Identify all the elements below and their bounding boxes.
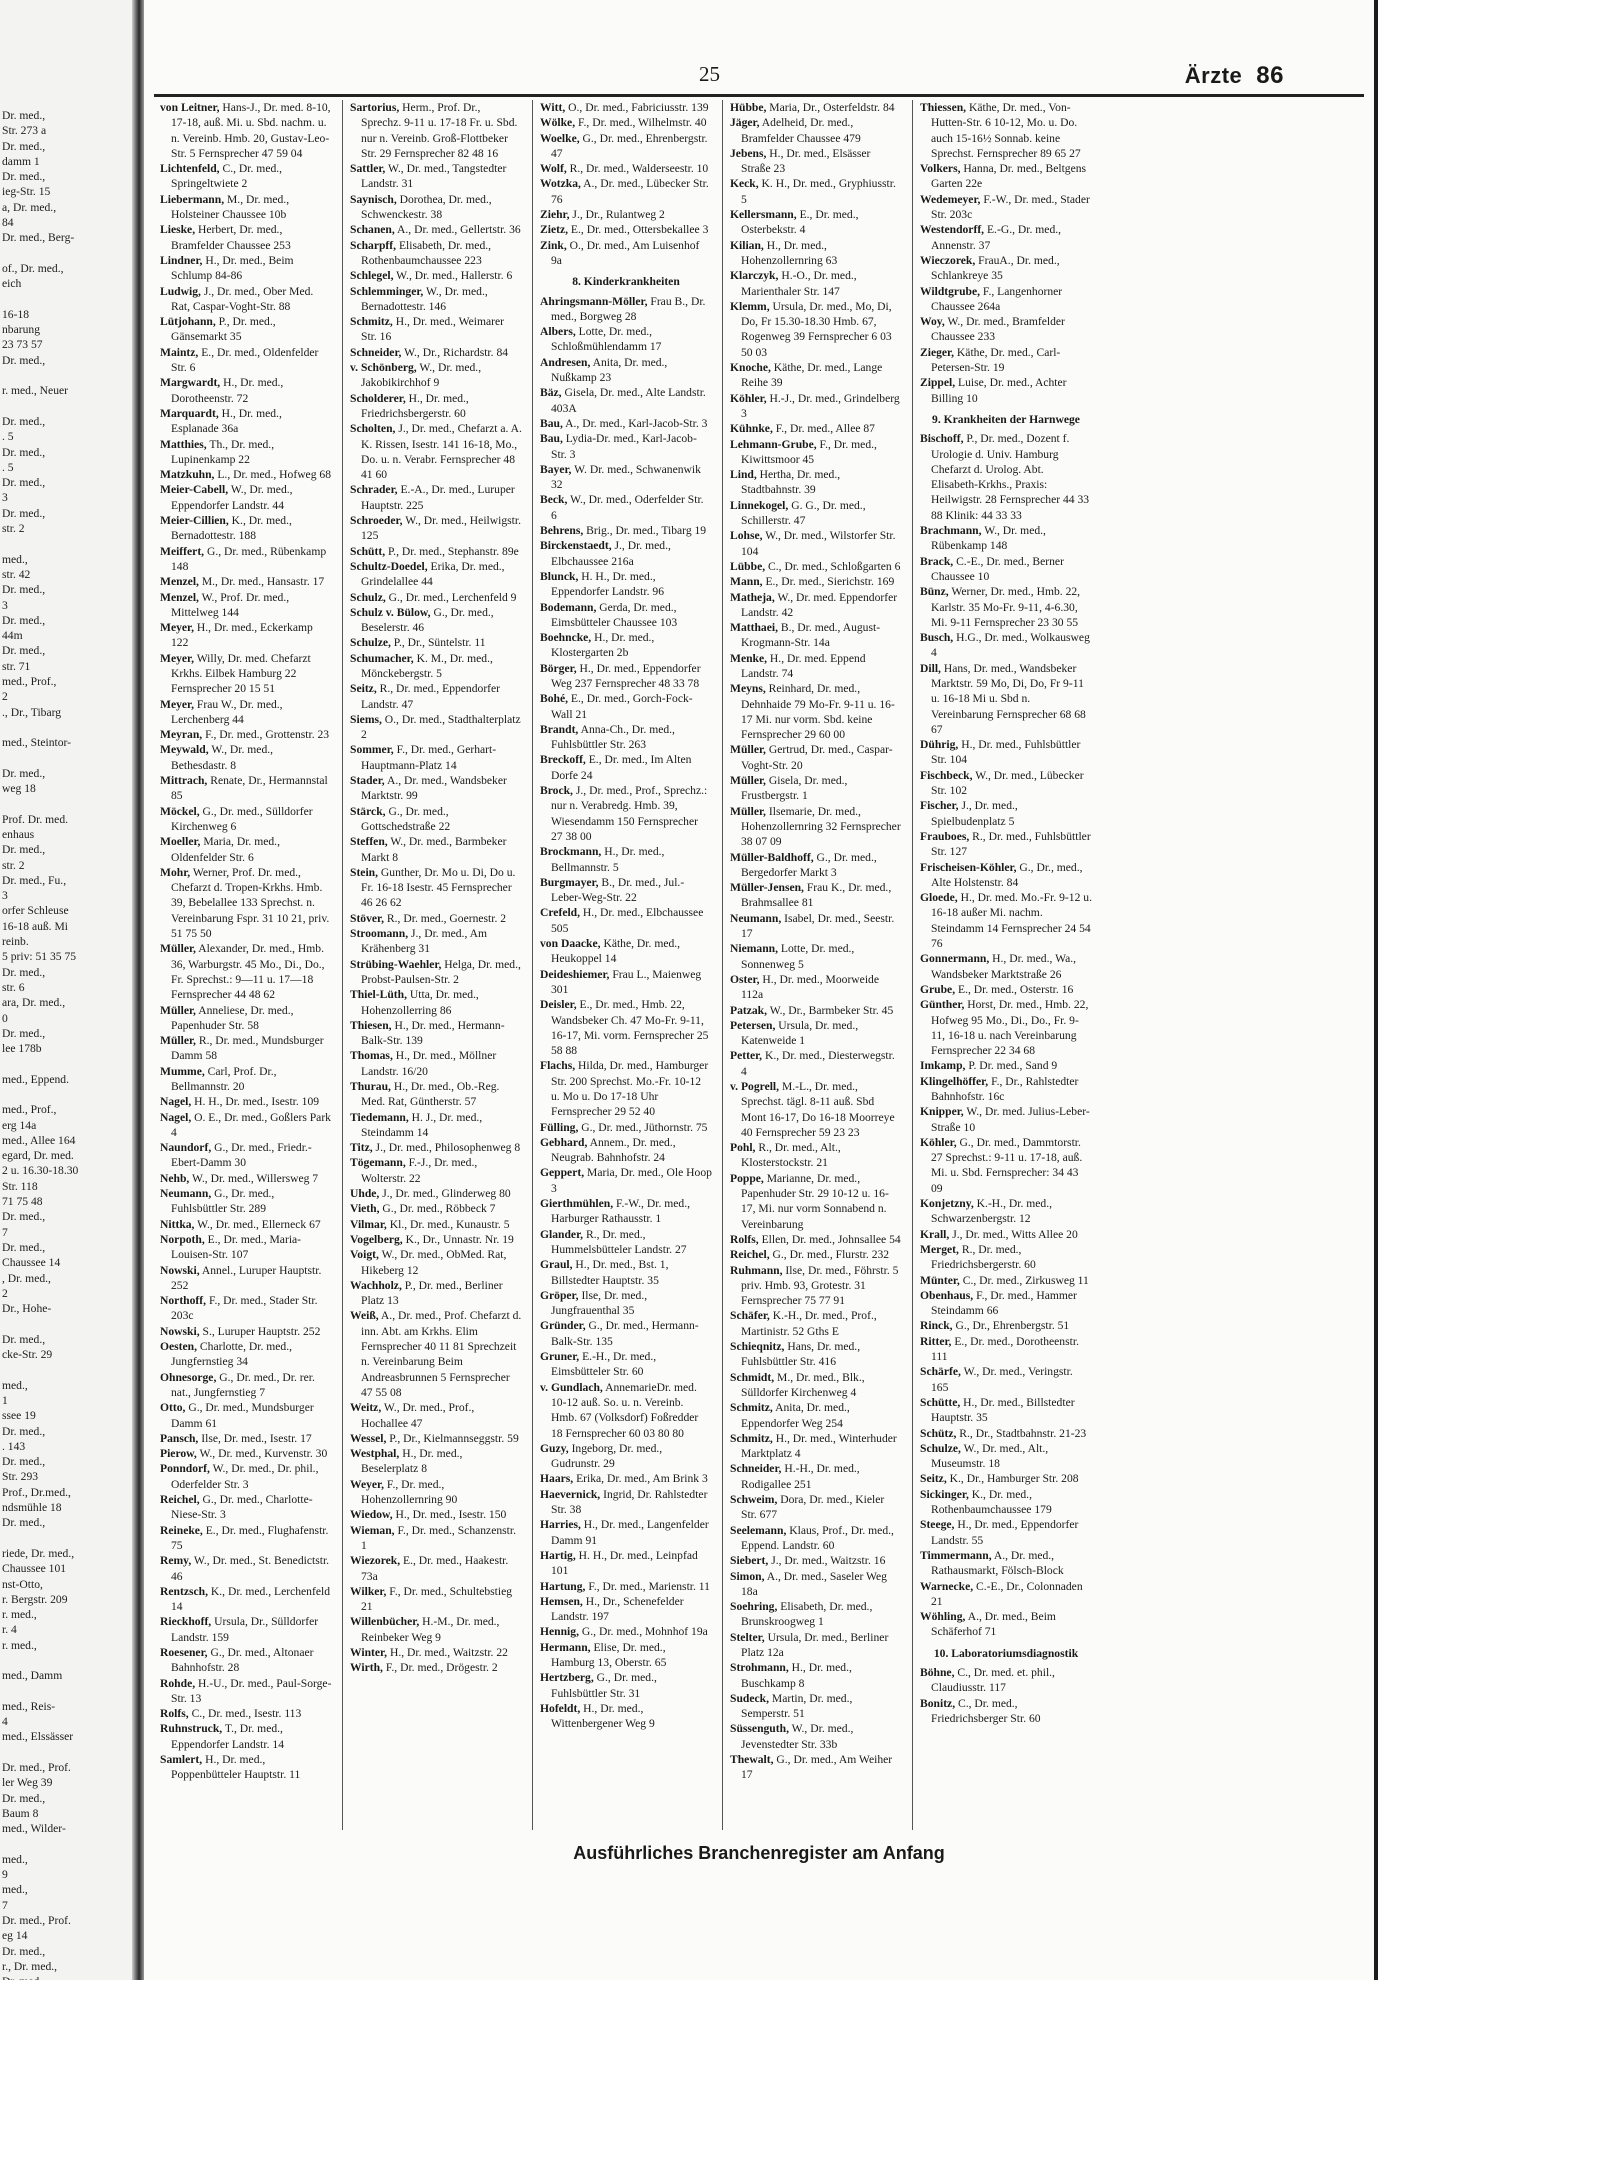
directory-entry: Boehncke, H., Dr. med., Klostergarten 2b (540, 631, 655, 660)
column-3 (540, 100, 712, 1820)
directory-entry: Thomas, H., Dr. med., Möllner Landstr. 16/20 (350, 1049, 497, 1078)
directory-entry: Rolfs, C., Dr. med., Isestr. 113 (160, 1707, 302, 1721)
directory-entry: Menzel, W., Prof. Dr. med., Mittelweg 144 (160, 590, 290, 619)
directory-entry: Meyns, Reinhard, Dr. med., Dehnhaide 79 Mo-Fr. 9-11 u. 16-17 Mi. nur vorm. Sbd. keine Fernsprecher 29 60 00 (730, 682, 895, 742)
directory-entry: Guzy, Ingeborg, Dr. med., Gudrunstr. 29 (540, 1441, 663, 1471)
directory-entry: Stelter, Ursula, Dr. med., Berliner Platz 12a (730, 1630, 889, 1659)
directory-entry: Wölke, F., Dr. med., Wilhelmstr. 40 (540, 116, 707, 130)
directory-entry: Münter, C., Dr. med., Zirkusweg 11 (920, 1273, 1089, 1287)
directory-entry: Kühnke, F., Dr. med., Allee 87 (730, 422, 875, 436)
directory-entry: Schulz, G., Dr. med., Lerchenfeld 9 (350, 590, 517, 604)
directory-entry: Schroeder, W., Dr. med., Heilwigstr. 125 (350, 514, 522, 543)
directory-entry: Thiel-Lüth, Utta, Dr. med., Hohenzollerring 86 (350, 988, 479, 1017)
directory-entry: Thiessen, Käthe, Dr. med., Von-Hutten-Str. 6 10-12, Mo. u. Do. auch 15-16½ Sonnab. keine Sprechst. Fernsprecher 89 65 27 (920, 101, 1081, 160)
directory-entry: Hermann, Elise, Dr. med., Hamburg 13, Oberstr. 65 (540, 1640, 667, 1669)
directory-entry: Zink, O., Dr. med., Am Luisenhof 9a (540, 238, 700, 267)
previous-page-fragment (0, 0, 132, 1980)
directory-entry: Günther, Horst, Dr. med., Hmb. 22, Hofweg 95 Mo., Di., Do., Fr. 9-11, 16-18 u. nach Vereinbarung Fernsprecher 22 34 68 (920, 998, 1089, 1058)
directory-entry: Merget, R., Dr. med., Friedrichsbergerstr. 60 (920, 1242, 1036, 1272)
directory-entry: Schulze, P., Dr., Süntelstr. 11 (350, 636, 486, 650)
directory-entry: Wedemeyer, F.-W., Dr. med., Stader Str. 203c (920, 192, 1090, 222)
column-divider (342, 100, 343, 1830)
directory-entry: Reichel, G., Dr. med., Flurstr. 232 (730, 1248, 890, 1262)
directory-entry: Wiezorek, E., Dr. med., Haakestr. 73a (350, 1554, 509, 1583)
directory-entry: Voigt, W., Dr. med., ObMed. Rat, Hikeberg 12 (350, 1248, 507, 1277)
directory-entry: Meyran, F., Dr. med., Grottenstr. 23 (160, 728, 330, 742)
directory-entry: Fischbeck, W., Dr. med., Lübecker Str. 102 (920, 768, 1084, 798)
page-footer: Ausführliches Branchenregister am Anfang (573, 1843, 945, 1863)
directory-entry: Gonnermann, H., Dr. med., Wa., Wandsbeker Marktstraße 26 (920, 952, 1077, 981)
directory-entry: Schrader, E.-A., Dr. med., Luruper Hauptstr. 225 (350, 483, 515, 512)
column-divider (722, 100, 723, 1830)
directory-entry: Lübbe, C., Dr. med., Schloßgarten 6 (730, 559, 901, 573)
directory-entry: Oesten, Charlotte, Dr. med., Jungfernstieg 34 (160, 1340, 293, 1369)
column-5 (920, 100, 1092, 1820)
directory-entry: Börger, H., Dr. med., Eppendorfer Weg 237 Fernsprecher 48 33 78 (540, 661, 701, 690)
directory-entry: Weitz, W., Dr. med., Prof., Hochallee 47 (350, 1401, 475, 1430)
directory-entry: Ponndorf, W., Dr. med., Dr. phil., Oderfelder Str. 3 (160, 1462, 319, 1491)
directory-entry: Dill, Hans, Dr. med., Wandsbeker Marktstr. 59 Mo, Di, Do, Fr 9-11 u. 16-18 Mi u. Sbd n. Vereinbarung Fernsprecher 68 68 67 (920, 661, 1086, 736)
directory-entry: Pierow, W., Dr. med., Kurvenstr. 30 (160, 1447, 328, 1461)
directory-entry: Keck, K. H., Dr. med., Gryphiusstr. 5 (730, 177, 896, 206)
directory-entry: Vilmar, Kl., Dr. med., Kunaustr. 5 (350, 1217, 510, 1231)
directory-entry: Behrens, Brig., Dr. med., Tibarg 19 (540, 524, 707, 538)
directory-entry: Nagel, H. H., Dr. med., Isestr. 109 (160, 1095, 320, 1109)
directory-entry: Witt, O., Dr. med., Fabriciusstr. 139 (540, 101, 709, 114)
directory-entry: Saynisch, Dorothea, Dr. med., Schwenckestr. 38 (350, 192, 492, 222)
header-rule (154, 94, 1364, 97)
directory-entry: Wieczorek, FrauA., Dr. med., Schlankreye 35 (920, 253, 1060, 283)
directory-entry: Busch, H.G., Dr. med., Wolkausweg 4 (920, 631, 1090, 660)
directory-entry: Otto, G., Dr. med., Mundsburger Damm 61 (160, 1401, 314, 1430)
directory-entry: Bäz, Gisela, Dr. med., Alte Landstr. 403A (540, 386, 706, 415)
directory-entry: Lehmann-Grube, F., Dr. med., Kiwittsmoor 45 (730, 437, 877, 466)
directory-entry: Menzel, M., Dr. med., Hansastr. 17 (160, 575, 325, 589)
directory-entry: Northoff, F., Dr. med., Stader Str. 203c (160, 1294, 318, 1323)
directory-entry: Deideshiemer, Frau L., Maienweg 301 (540, 967, 702, 996)
directory-entry: Sickinger, K., Dr. med., Rothenbaumchaussee 179 (920, 1487, 1052, 1517)
directory-entry: Schlemminger, W., Dr. med., Bernadottestr. 146 (350, 284, 488, 313)
directory-entry: Steege, H., Dr. med., Eppendorfer Landstr. 55 (920, 1518, 1079, 1547)
directory-entry: Seitz, K., Dr., Hamburger Str. 208 (920, 1472, 1079, 1486)
directory-entry: Gebhard, Annem., Dr. med., Neugrab. Bahnhofstr. 24 (540, 1135, 676, 1165)
directory-entry: Möckel, G., Dr. med., Sülldorfer Kirchenweg 6 (160, 804, 313, 833)
directory-entry: Tiedemann, H. J., Dr. med., Steindamm 14 (350, 1110, 483, 1139)
directory-entry: Sudeck, Martin, Dr. med., Semperstr. 51 (730, 1691, 853, 1721)
directory-entry: Matthaei, B., Dr. med., August-Krogmann-Str. 14a (730, 621, 881, 650)
directory-entry: Bau, A., Dr. med., Karl-Jacob-Str. 3 (540, 416, 708, 430)
directory-entry: Gierthmühlen, F.-W., Dr. med., Harburger Rathausstr. 1 (540, 1197, 691, 1226)
directory-entry: Poppe, Marianne, Dr. med., Papenhuder Str. 29 10-12 u. 16-17, Mi. nur vorm Sonnabend n. Vereinbarung (730, 1171, 889, 1231)
directory-entry: Stärck, G., Dr. med., Gottschedstraße 22 (350, 804, 451, 833)
directory-columns (160, 100, 1360, 1800)
directory-entry: Bischoff, P., Dr. med., Dozent f. Urologie d. Univ. Hamburg Chefarzt d. Urolog. Abt. Elisabeth-Krkhs., Praxis: Heilwigstr. 28 Fernsprecher 44 33 88 Klinik: 44 33 33 (920, 432, 1090, 522)
directory-entry: Uhde, J., Dr. med., Glinderweg 80 (350, 1187, 511, 1201)
directory-entry: Dührig, H., Dr. med., Fuhlsbüttler Str. 104 (920, 738, 1081, 767)
directory-entry: Petersen, Ursula, Dr. med., Katenweide 1 (730, 1018, 859, 1048)
directory-entry: Wachholz, P., Dr. med., Berliner Platz 13 (350, 1278, 503, 1308)
directory-entry: Siebert, J., Dr. med., Waitzstr. 16 (730, 1554, 886, 1568)
directory-entry: Simon, A., Dr. med., Saseler Weg 18a (730, 1569, 887, 1598)
directory-entry: Nagel, O. E., Dr. med., Goßlers Park 4 (160, 1110, 331, 1139)
directory-entry: Meywald, W., Dr. med., Bethesdastr. 8 (160, 743, 274, 772)
directory-entry: Woy, W., Dr. med., Bramfelder Chaussee 233 (920, 315, 1065, 344)
directory-entry: Breckoff, E., Dr. med., Im Alten Dorfe 24 (540, 753, 692, 782)
directory-entry: Timmermann, A., Dr. med., Rathausmarkt, Fölsch-Block (920, 1548, 1064, 1578)
directory-entry: Marquardt, H., Dr. med., Esplanade 36a (160, 406, 282, 436)
directory-entry: Obenhaus, F., Dr. med., Hammer Steindamm 66 (920, 1288, 1077, 1318)
directory-entry: Klemm, Ursula, Dr. med., Mo, Di, Do, Fr 15.30-18.30 Hmb. 67, Rogenweg 39 Fernsprecher 6 03 50 03 (730, 299, 892, 359)
directory-entry: Nowski, Annel., Luruper Hauptstr. 252 (160, 1263, 322, 1292)
directory-entry: Hertzberg, G., Dr. med., Fuhlsbüttler Str. 31 (540, 1671, 657, 1700)
directory-entry: Mittrach, Renate, Dr., Hermannstal 85 (160, 774, 328, 803)
directory-entry: Wirth, F., Dr. med., Drögestr. 2 (350, 1661, 498, 1675)
directory-entry: Matheja, W., Dr. med. Eppendorfer Landstr. 42 (730, 590, 898, 619)
directory-entry: Lütjohann, P., Dr. med., Gänsemarkt 35 (160, 315, 276, 344)
directory-entry: Gloede, H., Dr. med. Mo.-Fr. 9-12 u. 16-18 außer Mi. nachm. Steindamm 14 Fernsprecher 24 54 76 (920, 891, 1092, 951)
directory-entry: Glander, R., Dr. med., Hummelsbütteler Landstr. 27 (540, 1227, 687, 1256)
directory-page (144, 0, 1374, 1980)
directory-entry: Matzkuhn, L., Dr. med., Hofweg 68 (160, 468, 331, 482)
directory-entry: Köhler, G., Dr. med., Dammtorstr. 27 Sprechst.: 9-11 u. 17-18, auß. Mi. u. Sbd. Fernsprecher: 34 43 09 (920, 1135, 1083, 1195)
directory-entry: Warnecke, C.-E., Dr., Colonnaden 21 (920, 1579, 1083, 1608)
directory-entry: Lieske, Herbert, Dr. med., Bramfelder Chaussee 253 (160, 223, 291, 252)
directory-entry: Westphal, H., Dr. med., Beselerplatz 8 (350, 1447, 463, 1476)
directory-entry: Ahringsmann-Möller, Frau B., Dr. med., Borgweg 28 (540, 294, 706, 323)
directory-entry: Crefeld, H., Dr. med., Elbchaussee 505 (540, 906, 704, 935)
directory-entry: Wessel, P., Dr., Kielmannseggstr. 59 (350, 1431, 519, 1445)
directory-entry: Grube, E., Dr. med., Osterstr. 16 (920, 982, 1074, 996)
directory-entry: Schulze, W., Dr. med., Alt., Museumstr. 18 (920, 1441, 1049, 1471)
directory-entry: Nowski, S., Luruper Hauptstr. 252 (160, 1324, 321, 1338)
directory-entry: Westendorff, E.-G., Dr. med., Annenstr. 37 (920, 223, 1062, 252)
directory-entry: Wolf, R., Dr. med., Walderseestr. 10 (540, 162, 709, 176)
directory-entry: v. Gundlach, AnnemarieDr. med. 10-12 auß. So. u. n. Vereinb. Hmb. 67 (Volksdorf) Foßredder 18 Fernsprecher 60 03 80 80 (540, 1380, 699, 1440)
directory-entry: Mann, E., Dr. med., Sierichstr. 169 (730, 575, 895, 589)
directory-entry: Müller-Baldhoff, G., Dr. med., Bergedorfer Markt 3 (730, 850, 877, 879)
directory-entry: Thurau, H., Dr. med., Ob.-Reg. Med. Rat, Güntherstr. 57 (350, 1080, 500, 1109)
directory-entry: Haars, Erika, Dr. med., Am Brink 3 (540, 1472, 708, 1486)
directory-entry: Frauboes, R., Dr. med., Fuhlsbüttler Str. 127 (920, 829, 1091, 859)
directory-entry: Haevernick, Ingrid, Dr. Rahlstedter Str. 38 (540, 1487, 708, 1517)
directory-entry: Müller-Jensen, Frau K., Dr. med., Brahmsallee 81 (730, 881, 892, 910)
directory-entry: Sattler, W., Dr. med., Tangstedter Landstr. 31 (350, 162, 507, 191)
directory-entry: Wöhling, A., Dr. med., Beim Schäferhof 71 (920, 1610, 1056, 1639)
directory-entry: Zieger, Käthe, Dr. med., Carl-Petersen-Str. 19 (920, 345, 1061, 375)
directory-entry: von Leitner, Hans-J., Dr. med. 8-10, 17-18, auß. Mi. u. Sbd. nachm. u. n. Vereinb. Hmb. 20, Gustav-Leo-Str. 5 Fernsprecher 47 59 04 (160, 101, 331, 160)
directory-entry: v. Pogrell, M.-L., Dr. med., Sprechst. tägl. 8-11 auß. Sbd Mont 16-17, Do 16-18 Moorreye 40 Fernsprecher 59 23 23 (730, 1080, 895, 1139)
directory-entry: Pansch, Ilse, Dr. med., Isestr. 17 (160, 1431, 312, 1445)
directory-entry: Remy, W., Dr. med., St. Benedictstr. 46 (160, 1554, 330, 1583)
directory-entry: Sartorius, Herm., Prof. Dr., Sprechz. 9-11 u. 17-18 Fr. u. Sbd. nur n. Vereinb. Groß-Flottbeker Str. 29 Fernsprecher 82 48 16 (350, 101, 518, 160)
directory-entry: Ritter, E., Dr. med., Dorotheenstr. 111 (920, 1334, 1079, 1364)
directory-entry: Geppert, Maria, Dr. med., Ole Hoop 3 (540, 1166, 712, 1195)
directory-entry: Müller, Gertrud, Dr. med., Caspar-Voght-Str. 20 (730, 743, 893, 772)
directory-entry: Schumacher, K. M., Dr. med., Mönckebergstr. 5 (350, 651, 493, 680)
directory-entry: Oster, H., Dr. med., Moorweide 112a (730, 972, 879, 1002)
column-4 (730, 100, 902, 1820)
directory-entry: Knipper, W., Dr. med. Julius-Leber-Straße 10 (920, 1105, 1090, 1134)
directory-entry: Blunck, H. H., Dr. med., Eppendorfer Landstr. 96 (540, 569, 665, 599)
directory-entry: Schmitz, H., Dr. med., Weimarer Str. 16 (350, 315, 505, 344)
directory-entry: Hennig, G., Dr. med., Mohnhof 19a (540, 1625, 708, 1639)
directory-entry: Birckenstaedt, J., Dr. med., Elbchaussee 216a (540, 539, 671, 568)
directory-entry: Hemsen, H., Dr., Schenefelder Landstr. 197 (540, 1594, 684, 1624)
directory-entry: Thiesen, H., Dr. med., Hermann-Balk-Str. 139 (350, 1018, 505, 1048)
directory-entry: Schlegel, W., Dr. med., Hallerstr. 6 (350, 269, 513, 283)
directory-entry: Thewalt, G., Dr. med., Am Weiher 17 (730, 1753, 893, 1782)
directory-entry: Rieckhoff, Ursula, Dr., Sülldorfer Landstr. 159 (160, 1615, 319, 1644)
directory-entry: Stroomann, J., Dr. med., Am Krähenberg 31 (350, 927, 487, 956)
directory-entry: Norpoth, E., Dr. med., Maria-Louisen-Str. 107 (160, 1232, 302, 1262)
directory-entry: Gründer, G., Dr. med., Hermann-Balk-Str. 135 (540, 1319, 699, 1348)
directory-entry: Hübbe, Maria, Dr., Osterfeldstr. 84 (730, 101, 895, 114)
directory-entry: Gruner, E.-H., Dr. med., Eimsbütteler Str. 60 (540, 1350, 657, 1379)
directory-entry: Hartig, H. H., Dr. med., Leinpfad 101 (540, 1548, 698, 1578)
directory-entry: Niemann, Lotte, Dr. med., Sonnenweg 5 (730, 942, 855, 971)
directory-entry: Zippel, Luise, Dr. med., Achter Billing 10 (920, 376, 1067, 405)
directory-entry: Nittka, W., Dr. med., Ellerneck 67 (160, 1217, 321, 1231)
directory-entry: Menke, H., Dr. med. Eppend Landstr. 74 (730, 651, 866, 680)
directory-entry: Brachmann, W., Dr. med., Rübenkamp 148 (920, 524, 1046, 553)
directory-entry: Schanen, A., Dr. med., Gellertstr. 36 (350, 223, 521, 237)
directory-entry: Hofeldt, H., Dr. med., Wittenbergener Weg 9 (540, 1701, 655, 1731)
directory-entry: Wieman, F., Dr. med., Schanzenstr. 1 (350, 1523, 516, 1552)
directory-entry: Schütz, R., Dr., Stadtbahnstr. 21-23 (920, 1426, 1087, 1440)
directory-entry: Ziehr, J., Dr., Rulantweg 2 (540, 208, 665, 222)
directory-entry: Siems, O., Dr. med., Stadthalterplatz 2 (350, 712, 521, 742)
fragment-text: Dr. med., Str. 273 a Dr. med., damm 1 Dr. med., ieg-Str. 15 a, Dr. med., 84 Dr. med., Berg- of., Dr. med., eich 16-18 nbarung 23 73 57 Dr. med., r. med., Neuer Dr. med., . 5 Dr. med., . 5 Dr. med., 3 Dr. med., str. 2 med., str. 42 Dr. med., 3 Dr. med., 44m Dr. med., str. 71 med., Prof., 2 ., Dr., Tibarg med., Steintor- Dr. med., weg 18 Prof. Dr. med. enhaus Dr. med., str. 2 Dr. med., Fu., 3 orfer Schleuse 16-18 auß. Mi reinb. 5 priv: 51 35 75 Dr. med., str. 6 ara, Dr. med., 0 Dr. med., lee 178b med., Eppend. med., Prof., erg 14a med., Allee 164 egard, Dr. med. 2 u. 16.30-18.30 Str. 118 71 75 48 Dr. med., 7 Dr. med., Chaussee 14 , Dr. med., 2 Dr., Hohe- Dr. med., cke-Str. 29 med., 1 ssee 19 Dr. med., . 143 Dr. med., Str. 293 Prof., Dr.med., ndsmühle 18 Dr. med., riede, Dr. med., Chaussee 101 nst-Otto, r. Bergstr. 209 r. med., r. 4 r. med., med., Damm med., Reis- 4 med., Elssässer Dr. med., Prof. ler Weg 39 Dr. med., Baum 8 med., Wilder- med., 9 med., 7 Dr. med., Prof. eg 14 Dr. med., r., Dr. med., (2, 109, 79, 1973)
directory-entry: Kilian, H., Dr. med., Hohenzollernring 63 (730, 238, 838, 267)
directory-entry: Scharpff, Elisabeth, Dr. med., Rothenbaumchaussee 223 (350, 238, 492, 267)
directory-entry: Winter, H., Dr. med., Waitzstr. 22 (350, 1645, 508, 1659)
running-head-title: Ärzte (1184, 63, 1243, 88)
directory-entry: Lindner, H., Dr. med., Beim Schlump 84-86 (160, 253, 294, 283)
directory-entry: Brock, J., Dr. med., Prof., Sprechz.: nur n. Verabredg. Hmb. 39, Wiesendamm 150 Fernsprecher 27 38 00 (540, 784, 708, 843)
directory-entry: Strübing-Waehler, Helga, Dr. med., Probst-Paulsen-Str. 2 (350, 957, 521, 986)
directory-entry: Meier-Cillien, K., Dr. med., Bernadottestr. 188 (160, 514, 292, 543)
directory-entry: Schütt, P., Dr. med., Stephanstr. 89e (350, 544, 519, 558)
directory-entry: Strohmann, H., Dr. med., Buschkamp 8 (730, 1661, 852, 1690)
directory-entry: Albers, Lotte, Dr. med., Schloßmühlendamm 17 (540, 325, 662, 354)
directory-entry: Meyer, Willy, Dr. med. Chefarzt Krkhs. Eilbek Hamburg 22 Fernsprecher 20 15 51 (160, 651, 311, 696)
scan-margin-bottom (0, 1980, 1600, 2177)
directory-entry: Petter, K., Dr. med., Diesterwegstr. 4 (730, 1049, 895, 1078)
directory-entry: Brockmann, H., Dr. med., Bellmannstr. 5 (540, 845, 665, 874)
directory-entry: Flachs, Hilda, Dr. med., Hamburger Str. 200 Sprechst. Mo.-Fr. 10-12 u. Mo u. Do 17-18 Uhr Fernsprecher 29 52 40 (540, 1059, 709, 1119)
directory-entry: Zietz, E., Dr. med., Ottersbekallee 3 (540, 223, 709, 237)
directory-entry: Matthies, Th., Dr. med., Lupinenkamp 22 (160, 437, 275, 466)
directory-entry: Bünz, Werner, Dr. med., Hmb. 22, Karlstr. 35 Mo-Fr. 9-11, 4-6.30, Mi. 9-11 Fernsprecher 23 30 55 (920, 585, 1081, 629)
scan-margin-right (1374, 0, 1600, 2177)
directory-entry: Maintz, E., Dr. med., Oldenfelder Str. 6 (160, 345, 319, 375)
directory-entry: Jäger, Adelheid, Dr. med., Bramfelder Chaussee 479 (730, 116, 861, 145)
directory-entry: Bodemann, Gerda, Dr. med., Eimsbütteler Chaussee 103 (540, 600, 678, 629)
directory-entry: Meyer, H., Dr. med., Eckerkamp 122 (160, 621, 313, 650)
column-1 (160, 100, 332, 1820)
directory-entry: Neumann, G., Dr. med., Fuhlsbüttler Str. 289 (160, 1187, 275, 1216)
directory-entry: Schmidt, M., Dr. med., Blk., Sülldorfer Kirchenweg 4 (730, 1370, 865, 1399)
directory-entry: Fischer, J., Dr. med., Spielbudenplatz 5 (920, 799, 1018, 828)
directory-entry: Schneider, W., Dr., Richardstr. 84 (350, 345, 509, 359)
directory-entry: Willenbücher, H.-M., Dr. med., Reinbeker Weg 9 (350, 1615, 500, 1644)
directory-entry: Lind, Hertha, Dr. med., Stadtbahnstr. 39 (730, 468, 841, 497)
column-2 (350, 100, 522, 1820)
directory-entry: Brack, C.-E., Dr. med., Berner Chaussee 10 (920, 554, 1064, 583)
directory-entry: Neumann, Isabel, Dr. med., Seestr. 17 (730, 911, 895, 941)
directory-entry: Sommer, F., Dr. med., Gerhart-Hauptmann-Platz 14 (350, 743, 497, 772)
directory-entry: Schäfer, K.-H., Dr. med., Prof., Martinistr. 52 Gths E (730, 1309, 877, 1338)
directory-entry: Samlert, H., Dr. med., Poppenbütteler Hauptstr. 11 (160, 1753, 301, 1782)
directory-entry: Linnekogel, G. G., Dr. med., Schillerstr. 47 (730, 498, 866, 528)
directory-entry: Krall, J., Dr. med., Witts Allee 20 (920, 1227, 1078, 1241)
directory-entry: Wiedow, H., Dr. med., Isestr. 150 (350, 1508, 507, 1522)
directory-entry: Meyer, Frau W., Dr. med., Lerchenberg 44 (160, 697, 283, 726)
section-heading: 8. Kinderkrankheiten (572, 275, 680, 289)
directory-entry: Wilker, F., Dr. med., Schultebstieg 21 (350, 1584, 513, 1614)
directory-entry: Bayer, W. Dr. med., Schwanenwik 32 (540, 462, 701, 492)
directory-entry: Wotzka, A., Dr. med., Lübecker Str. 76 (540, 177, 709, 206)
directory-entry: Müller, Anneliese, Dr. med., Papenhuder Str. 58 (160, 1003, 294, 1032)
directory-entry: von Daacke, Käthe, Dr. med., Heukoppel 14 (540, 937, 681, 966)
directory-entry: Vieth, G., Dr. med., Röbbeck 7 (350, 1202, 496, 1216)
directory-entry: Stöver, R., Dr. med., Goernestr. 2 (350, 911, 507, 925)
directory-entry: Konjetzny, K.-H., Dr. med., Schwarzenbergstr. 12 (920, 1197, 1053, 1226)
directory-entry: Moeller, Maria, Dr. med., Oldenfelder Str. 6 (160, 835, 280, 864)
directory-entry: Andresen, Anita, Dr. med., Nußkamp 23 (540, 355, 668, 385)
directory-entry: Meiffert, G., Dr. med., Rübenkamp 148 (160, 544, 327, 573)
directory-entry: Müller, Gisela, Dr. med., Frustbergstr. 1 (730, 774, 848, 803)
running-head-number: 86 (1256, 62, 1284, 89)
section-heading: 10. Laboratoriumsdiagnostik (933, 1646, 1079, 1660)
directory-entry: Deisler, E., Dr. med., Hmb. 22, Wandsbeker Ch. 47 Mo-Fr. 9-11, 16-17, Mi. vorm. Fernsprecher 25 58 88 (540, 998, 709, 1058)
directory-entry: Süssenguth, W., Dr. med., Jevenstedter Str. 33b (730, 1722, 854, 1751)
directory-entry: Tögemann, F.-J., Dr. med., Wolterstr. 22 (350, 1156, 478, 1185)
directory-entry: Hartung, F., Dr. med., Marienstr. 11 (540, 1579, 710, 1593)
directory-entry: Scholten, J., Dr. med., Chefarzt a. A. K. Rissen, Isestr. 141 16-18, Mo., Do. u. n. Verabr. Fernsprecher 48 41 60 (350, 422, 522, 482)
directory-entry: Rohde, H.-U., Dr. med., Paul-Sorge-Str. 13 (160, 1676, 332, 1705)
directory-entry: Bonitz, C., Dr. med., Friedrichsberger Str. 60 (920, 1696, 1041, 1725)
directory-entry: Roesener, G., Dr. med., Altonaer Bahnhofstr. 28 (160, 1645, 314, 1675)
directory-entry: Knoche, Käthe, Dr. med., Lange Reihe 39 (730, 361, 883, 390)
directory-entry: Wildtgrube, F., Langenhorner Chaussee 264a (920, 284, 1063, 313)
directory-entry: Margwardt, H., Dr. med., Dorotheenstr. 72 (160, 376, 284, 405)
page-number: 25 (699, 62, 720, 86)
directory-entry: Burgmayer, B., Dr. med., Jul.-Leber-Weg-Str. 22 (540, 875, 685, 905)
page-edge (1374, 0, 1378, 1980)
directory-entry: Ruhmann, Ilse, Dr. med., Föhrstr. 5 priv. Hmb. 93, Grotestr. 31 Fernsprecher 75 77 91 (730, 1263, 899, 1308)
directory-entry: Weiß, A., Dr. med., Prof. Chefarzt d. inn. Abt. am Krkhs. Elim Fernsprecher 40 11 81 Sprechzeit n. Vereinbarung Beim Andreasbrunnen 5 Fernsprecher 47 55 08 (350, 1309, 522, 1399)
directory-entry: Klarczyk, H.-O., Dr. med., Marienthaler Str. 147 (730, 269, 857, 298)
directory-entry: Ruhnstruck, T., Dr. med., Eppendorfer Landstr. 14 (160, 1722, 285, 1751)
directory-entry: Rentzsch, K., Dr. med., Lerchenfeld 14 (160, 1584, 330, 1614)
directory-entry: Soehring, Elisabeth, Dr. med., Brunskroogweg 1 (730, 1600, 873, 1629)
directory-entry: Ludwig, J., Dr. med., Ober Med. Rat, Caspar-Voght-Str. 88 (160, 284, 314, 313)
directory-entry: Titz, J., Dr. med., Philosophenweg 8 (350, 1141, 521, 1155)
directory-entry: Liebermann, M., Dr. med., Holsteiner Chaussee 10b (160, 192, 290, 222)
directory-entry: Steffen, W., Dr. med., Barmbeker Markt 8 (350, 835, 507, 864)
directory-entry: Schärfe, W., Dr. med., Veringstr. 165 (920, 1365, 1073, 1394)
section-heading: 9. Krankheiten der Harnwege (932, 412, 1080, 426)
directory-entry: Schultz-Doedel, Erika, Dr. med., Grindelallee 44 (350, 559, 505, 589)
directory-entry: Brandt, Anna-Ch., Dr. med., Fuhlsbüttler Str. 263 (540, 722, 675, 752)
directory-entry: Seelemann, Klaus, Prof., Dr. med., Eppend. Landstr. 60 (730, 1523, 894, 1552)
directory-entry: Schneider, H.-H., Dr. med., Rodigallee 251 (730, 1462, 860, 1491)
directory-entry: Schmitz, Anita, Dr. med., Eppendorfer Weg 254 (730, 1401, 850, 1430)
running-head (1185, 62, 1284, 90)
directory-entry: Nehb, W., Dr. med., Willersweg 7 (160, 1171, 319, 1185)
directory-entry: Naundorf, G., Dr. med., Friedr.-Ebert-Damm 30 (160, 1141, 312, 1170)
directory-entry: Stader, A., Dr. med., Wandsbeker Marktstr. 99 (350, 774, 507, 803)
directory-entry: Klingelhöffer, F., Dr., Rahlstedter Bahnhofstr. 16c (920, 1074, 1079, 1103)
directory-entry: Vogelberg, K., Dr., Unnastr. Nr. 19 (350, 1232, 514, 1246)
directory-entry: Schulz v. Bülow, G., Dr. med., Beselerstr. 46 (350, 605, 494, 635)
directory-entry: v. Schönberg, W., Dr. med., Jakobikirchhof 9 (350, 361, 482, 390)
directory-entry: Müller, R., Dr. med., Mundsburger Damm 58 (160, 1034, 324, 1063)
directory-entry: Fülling, G., Dr. med., Jüthornstr. 75 (540, 1120, 708, 1134)
book-gutter (132, 0, 144, 1980)
directory-entry: Schütte, H., Dr. med., Billstedter Hauptstr. 35 (920, 1395, 1075, 1425)
column-divider (532, 100, 533, 1830)
directory-entry: Beck, W., Dr. med., Oderfelder Str. 6 (540, 493, 704, 522)
directory-entry: Müller, Alexander, Dr. med., Hmb. 36, Warburgstr. 45 Mo., Di., Do., Fr. Sprechst.: 9—11 u. 17—18 Fernsprecher 44 48 62 (160, 942, 325, 1002)
directory-entry: Pohl, R., Dr. med., Alt., Klosterstockstr. 21 (730, 1141, 841, 1170)
directory-entry: Woelke, G., Dr. med., Ehrenbergstr. 47 (540, 131, 708, 160)
directory-entry: Köhler, H.-J., Dr. med., Grindelberg 3 (730, 391, 900, 420)
directory-entry: Schweim, Dora, Dr. med., Kieler Str. 677 (730, 1493, 885, 1522)
directory-entry: Ohnesorge, G., Dr. med., Dr. rer. nat., Jungfernstieg 7 (160, 1370, 315, 1399)
directory-entry: Reichel, G., Dr. med., Charlotte-Niese-Str. 3 (160, 1493, 313, 1522)
directory-entry: Meier-Cabell, W., Dr. med., Eppendorfer Landstr. 44 (160, 483, 293, 512)
directory-entry: Graul, H., Dr. med., Bst. 1, Billstedter Hauptstr. 35 (540, 1258, 669, 1287)
directory-entry: Reineke, E., Dr. med., Flughafenstr. 75 (160, 1523, 329, 1552)
directory-entry: Frischeisen-Köhler, G., Dr., med., Alte Holstenstr. 84 (920, 860, 1083, 889)
directory-entry: Stein, Gunther, Dr. Mo u. Di, Do u. Fr. 16-18 Isestr. 45 Fernsprecher 46 26 62 (350, 865, 516, 910)
directory-entry: Scholderer, H., Dr. med., Friedrichsbergerstr. 60 (350, 391, 469, 420)
directory-entry: Patzak, W., Dr., Barmbeker Str. 45 (730, 1003, 894, 1017)
directory-entry: Harries, H., Dr. med., Langenfelder Damm 91 (540, 1518, 709, 1547)
directory-entry: Seitz, R., Dr. med., Eppendorfer Landstr. 47 (350, 682, 501, 711)
directory-entry: Schmitz, H., Dr. med., Winterhuder Marktplatz 4 (730, 1431, 897, 1461)
directory-entry: Imkamp, P. Dr. med., Sand 9 (920, 1059, 1058, 1073)
directory-entry: Volkers, Hanna, Dr. med., Beltgens Garten 22e (920, 162, 1087, 191)
directory-entry: Weyer, F., Dr. med., Hohenzollernring 90 (350, 1477, 458, 1507)
directory-entry: Bohé, E., Dr. med., Gorch-Fock-Wall 21 (540, 692, 693, 721)
directory-entry: Müller, Ilsemarie, Dr. med., Hohenzollernring 32 Fernsprecher 38 07 09 (730, 804, 901, 849)
directory-entry: Lohse, W., Dr. med., Wilstorfer Str. 104 (730, 529, 896, 558)
directory-entry: Rolfs, Ellen, Dr. med., Johnsallee 54 (730, 1232, 901, 1246)
directory-entry: Lichtenfeld, C., Dr. med., Springeltwiete 2 (160, 162, 283, 191)
directory-entry: Kellersmann, E., Dr. med., Osterbekstr. 4 (730, 208, 859, 237)
column-divider (912, 100, 913, 1830)
directory-entry: Schieqnitz, Hans, Dr. med., Fuhlsbüttler Str. 416 (730, 1340, 861, 1369)
directory-entry: Bau, Lydia-Dr. med., Karl-Jacob-Str. 3 (540, 432, 697, 461)
directory-entry: Rinck, G., Dr., Ehrenbergstr. 51 (920, 1319, 1070, 1333)
directory-entry: Böhne, C., Dr. med. et. phil., Claudiusstr. 117 (920, 1665, 1055, 1695)
directory-entry: Mohr, Werner, Prof. Dr. med., Chefarzt d. Tropen-Krkhs. Hmb. 39, Bebelallee 133 Sprechst. n. Vereinbarung Fspr. 31 10 21, priv. 51 75 50 (160, 865, 330, 941)
directory-entry: Mumme, Carl, Prof. Dr., Bellmannstr. 20 (160, 1064, 277, 1093)
directory-entry: Gröper, Ilse, Dr. med., Jungfrauenthal 35 (540, 1288, 648, 1318)
directory-entry: Jebens, H., Dr. med., Elsässer Straße 23 (730, 146, 871, 176)
